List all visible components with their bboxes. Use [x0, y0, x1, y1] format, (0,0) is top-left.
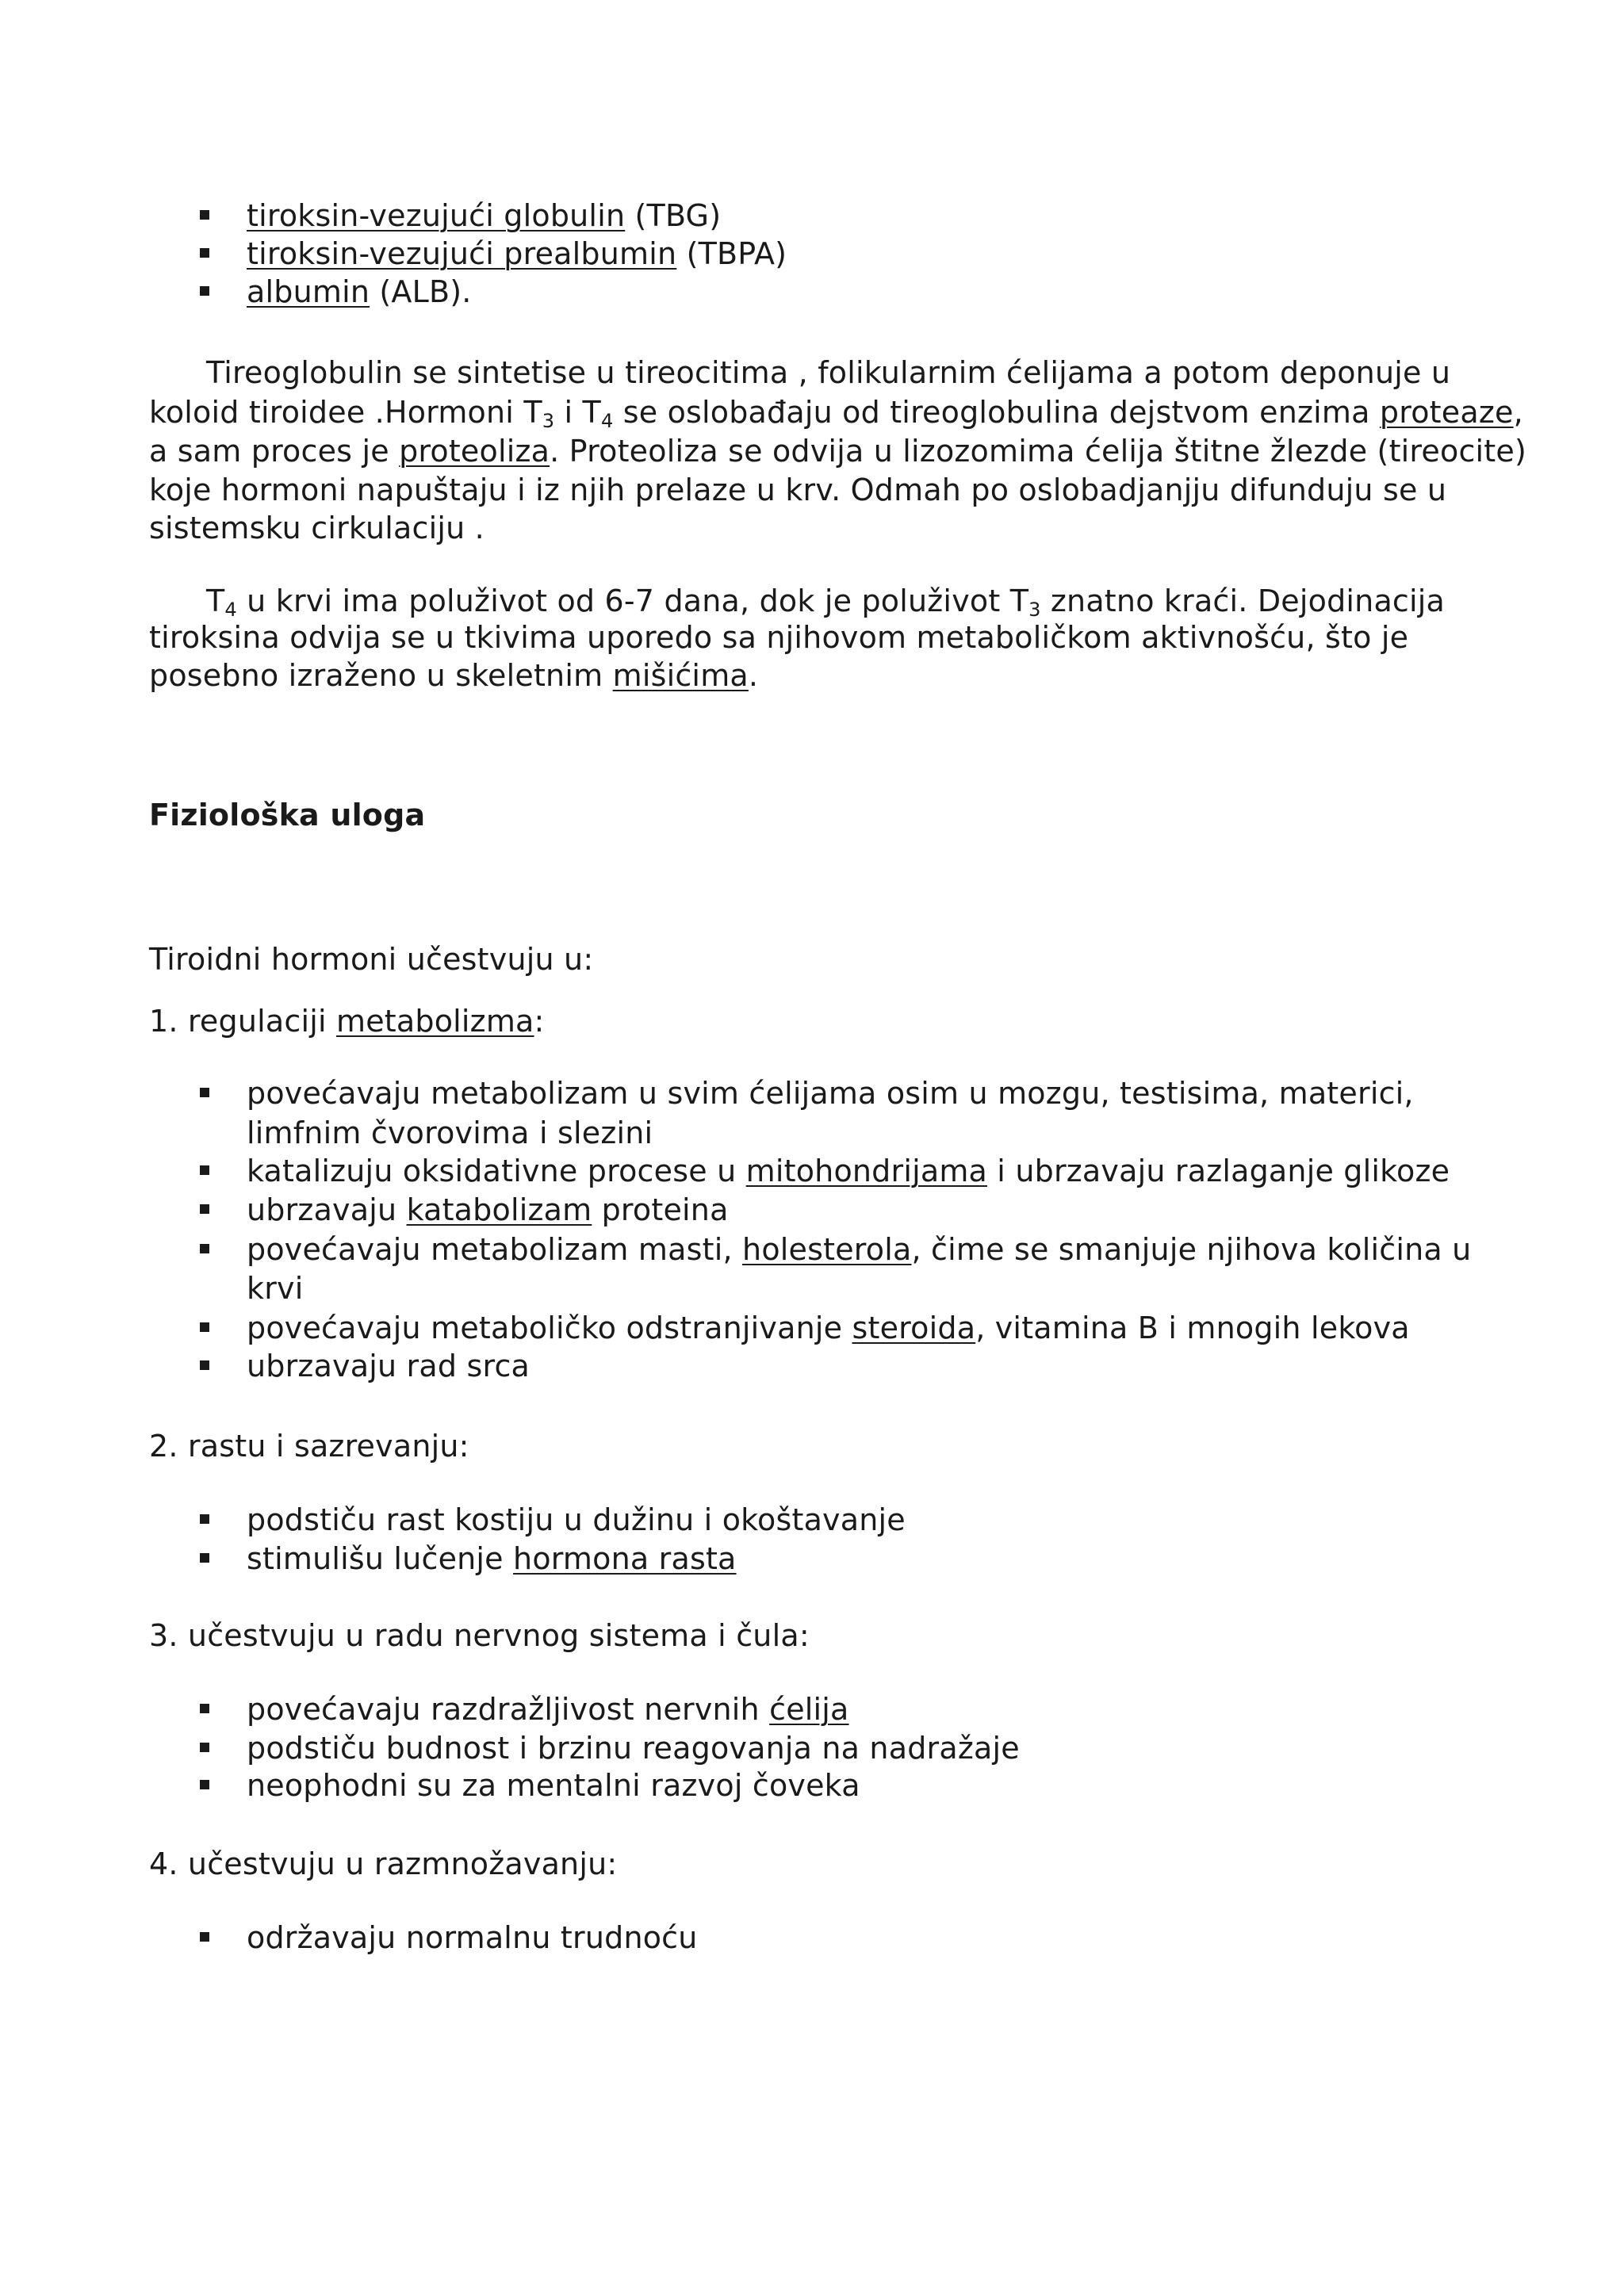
text: i T — [554, 395, 601, 430]
paragraph-line — [206, 582, 1445, 620]
list-item — [247, 1540, 737, 1578]
text: povećavaju metabolizam masti, — [247, 1232, 743, 1267]
bullet-marker — [200, 1780, 209, 1789]
text: , — [1513, 395, 1523, 430]
intro-text: Tiroidni hormoni učestvuju u: — [149, 942, 594, 977]
link-celija[interactable]: ćelija — [769, 1692, 849, 1727]
text: : — [534, 1004, 545, 1039]
text: 1. regulaciji — [149, 1004, 336, 1039]
bullet-marker — [200, 1360, 209, 1370]
subscript: 4 — [224, 599, 237, 621]
numbered-item-title: 4. učestvuju u razmnožavanju: — [149, 1846, 618, 1881]
text: proteina — [592, 1192, 729, 1227]
text: . Proteoliza se odvija u lizozomima ćelija štitne žlezde (tireocite) — [550, 434, 1527, 469]
text: stimulišu lučenje — [247, 1541, 514, 1576]
subscript: 3 — [1028, 599, 1041, 621]
list-item: podstiču rast kostiju u dužinu i okoštavanje — [247, 1502, 906, 1537]
list-item — [247, 1152, 1450, 1190]
bullet-marker — [200, 1204, 209, 1214]
subscript: 4 — [600, 410, 614, 432]
text: i ubrzavaju razlaganje glikoze — [987, 1154, 1450, 1188]
text: se oslobađaju od tireoglobulina dejstvom enzima — [613, 395, 1380, 430]
list-item-continuation: limfnim čvorovima i slezini — [247, 1115, 653, 1150]
list-item: neophodni su za mentalni razvoj čoveka — [247, 1768, 860, 1803]
list-item: ubrzavaju rad srca — [247, 1349, 530, 1383]
list-item — [247, 1191, 729, 1229]
text: povećavaju razdražljivost nervnih — [247, 1692, 770, 1727]
text: u krvi ima poluživot od 6-7 dana, dok je poluživot T — [236, 584, 1029, 618]
text: a sam proces je — [149, 434, 400, 469]
text: ubrzavaju — [247, 1192, 407, 1227]
link-mitohondrijama[interactable]: mitohondrijama — [745, 1154, 988, 1188]
text: . — [748, 658, 759, 693]
link-tbg[interactable]: tiroksin-vezujući globulin — [247, 198, 626, 233]
numbered-item-title — [149, 1002, 545, 1040]
text: , vitamina B i mnogih lekova — [975, 1311, 1410, 1345]
list-item — [247, 197, 721, 235]
bullet-marker — [200, 1322, 209, 1332]
list-item — [247, 1690, 849, 1728]
bullet-marker — [200, 1743, 209, 1752]
bullet-marker — [200, 1244, 209, 1253]
paragraph-line — [149, 393, 1523, 431]
link-misicima[interactable]: mišićima — [612, 658, 749, 693]
bullet-marker — [200, 1165, 209, 1175]
text: katalizuju oksidativne procese u — [247, 1154, 746, 1188]
link-tbpa[interactable]: tiroksin-vezujući prealbumin — [247, 236, 677, 271]
bullet-marker — [200, 1704, 209, 1713]
link-katabolizam[interactable]: katabolizam — [406, 1192, 592, 1227]
bullet-marker — [200, 1088, 209, 1097]
bullet-marker — [200, 286, 209, 296]
list-item — [247, 1230, 1471, 1269]
bullet-marker — [200, 1932, 209, 1942]
paragraph-line: koje hormoni napuštaju i iz njih prelaze u krv. Odmah po oslobadjanjju difunduju se u — [149, 473, 1447, 507]
link-proteaze[interactable]: proteaze — [1379, 395, 1514, 430]
text: povećavaju metaboličko odstranjivanje — [247, 1311, 852, 1345]
text: posebno izraženo u skeletnim — [149, 658, 613, 693]
list-item: održavaju normalnu trudnoću — [247, 1920, 698, 1955]
text: znatno kraći. Dejodinacija — [1040, 584, 1446, 618]
section-heading: Fiziološka uloga — [149, 798, 426, 832]
list-item-text: (TBG) — [625, 198, 722, 233]
list-item: povećavaju metabolizam u svim ćelijama osim u mozgu, testisima, materici, — [247, 1076, 1414, 1111]
list-item: podstiču budnost i brzinu reagovanja na nadražaje — [247, 1731, 1020, 1766]
bullet-marker — [200, 1514, 209, 1524]
link-proteoliza[interactable]: proteoliza — [399, 434, 550, 469]
paragraph-line — [149, 656, 758, 695]
bullet-marker — [200, 248, 209, 258]
paragraph-line: Tireoglobulin se sintetise u tireocitima , folikularnim ćelijama a potom deponuje u — [206, 355, 1451, 390]
link-hormona-rasta[interactable]: hormona rasta — [513, 1541, 737, 1576]
list-item-continuation: krvi — [247, 1271, 304, 1306]
text: koloid tiroidee .Hormoni T — [149, 395, 542, 430]
paragraph-line: sistemsku cirkulaciju . — [149, 511, 485, 545]
paragraph-line — [149, 432, 1526, 470]
numbered-item-title: 3. učestvuju u radu nervnog sistema i čula: — [149, 1618, 810, 1653]
paragraph-line: tiroksina odvija se u tkivima uporedo sa njihovom metaboličkom aktivnošću, što je — [149, 620, 1409, 655]
list-item — [247, 273, 472, 311]
link-metabolizma[interactable]: metabolizma — [336, 1004, 534, 1039]
bullet-marker — [200, 210, 209, 220]
link-albumin[interactable]: albumin — [247, 274, 370, 309]
numbered-item-title: 2. rastu i sazrevanju: — [149, 1429, 469, 1464]
text: T — [206, 584, 225, 618]
subscript: 3 — [542, 410, 555, 432]
bullet-marker — [200, 1553, 209, 1563]
text: , čime se smanjuje njihova količina u — [911, 1232, 1472, 1267]
list-item — [247, 235, 787, 273]
list-item-text: (TBPA) — [676, 236, 787, 271]
link-steroida[interactable]: steroida — [852, 1311, 976, 1345]
link-holesterola[interactable]: holesterola — [742, 1232, 912, 1267]
list-item-text: (ALB). — [370, 274, 472, 309]
list-item — [247, 1309, 1410, 1347]
